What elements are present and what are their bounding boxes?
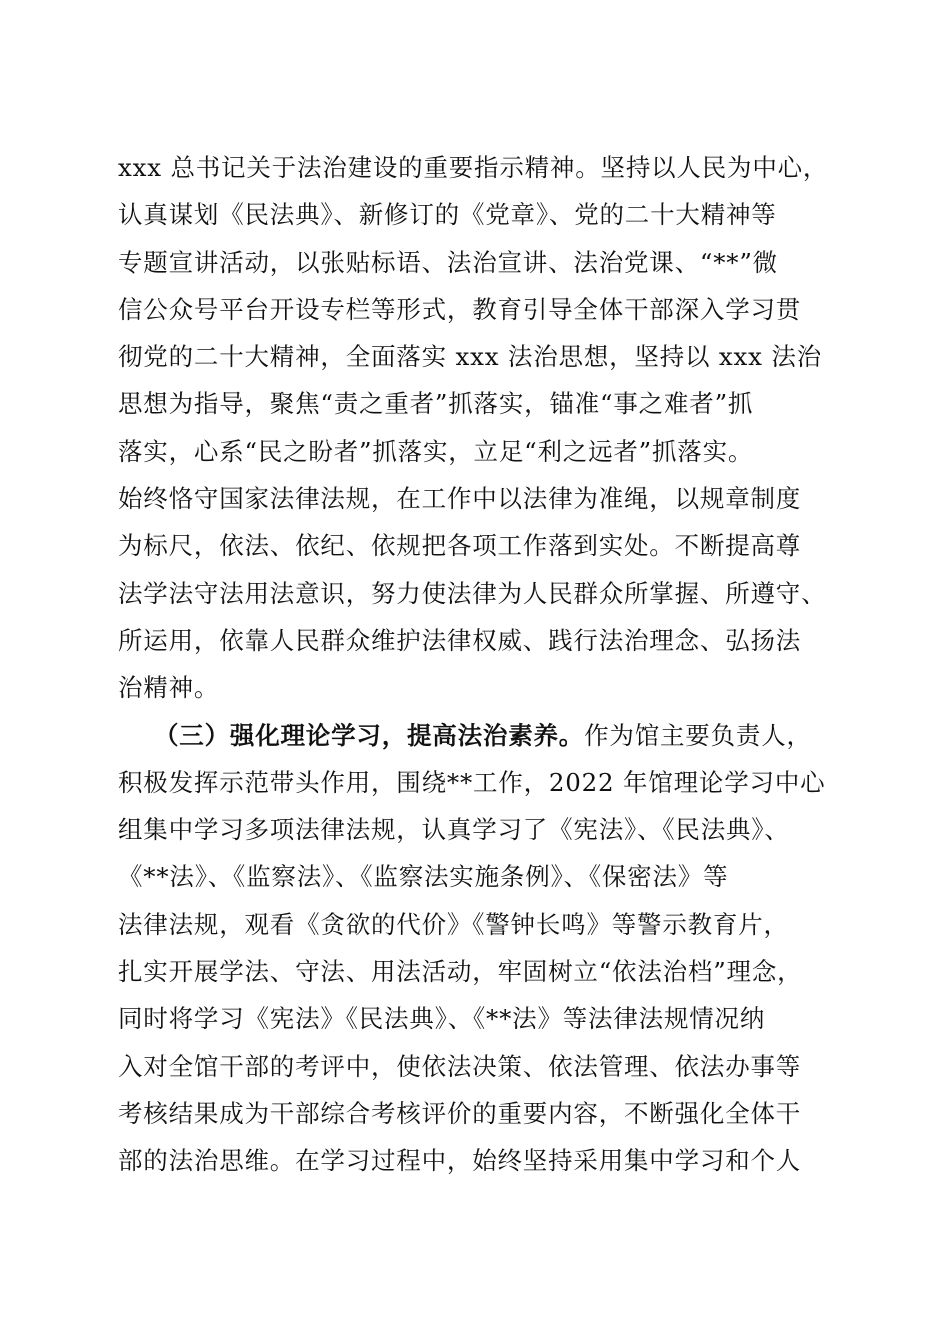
text-line: 《**法》、《监察法》、《监察法实施条例》、《保密法》等 [118, 862, 729, 892]
text-line: 考核结果成为干部综合考核评价的重要内容，不断强化全体干 [118, 1098, 802, 1128]
text-line: 积极发挥示范带头作用，围绕**工作，2022 年馆理论学习中心 [118, 767, 826, 797]
section-heading: （三）强化理论学习，提高法治素养。 [154, 720, 585, 750]
text-line: 法学法守法用法意识，努力使法律为人民群众所掌握、所遵守、 [118, 578, 827, 608]
text-line: 扎实开展学法、守法、用法活动，牢固树立“依法治档”理念， [118, 957, 803, 987]
text-line: 彻党的二十大精神，全面落实 xxx 法治思想，坚持以 xxx 法治 [118, 342, 822, 372]
text-line: 思想为指导，聚焦“责之重者”抓落实，锚准“事之难者”抓 [118, 389, 754, 419]
text-line: 落实，心系“民之盼者”抓落实，立足“利之远者”抓落实。 [118, 436, 754, 466]
text-line: 同时将学习《宪法》《民法典》、《**法》等法律法规情况纳 [118, 1004, 766, 1034]
text-line: 治精神。 [118, 673, 220, 703]
text-line: 组集中学习多项法律法规，认真学习了《宪法》、《民法典》、 [118, 815, 790, 845]
text-line: 入对全馆干部的考评中，使依法决策、依法管理、依法办事等 [118, 1051, 802, 1081]
text-span: 作为馆主要负责人， [584, 720, 812, 750]
text-line: 认真谋划《民法典》、新修订的《党章》、党的二十大精神等 [118, 200, 777, 230]
text-line: 信公众号平台开设专栏等形式，教育引导全体干部深入学习贯 [118, 294, 802, 324]
section-heading-line [118, 712, 838, 759]
paragraph-legal-publicity [118, 144, 838, 712]
document-body [118, 144, 838, 1185]
text-line: 部的法治思维。在学习过程中，始终坚持采用集中学习和个人 [118, 1146, 802, 1176]
text-line: xxx 总书记关于法治建设的重要指示精神。坚持以人民为中心， [118, 153, 829, 182]
text-line: 始终恪守国家法律法规，在工作中以法律为准绳，以规章制度 [118, 484, 802, 514]
text-line: 为标尺，依法、依纪、依规把各项工作落到实处。不断提高尊 [118, 531, 802, 561]
paragraph-theory-study [118, 712, 838, 1185]
text-line: 所运用，依靠人民群众维护法律权威、践行法治理念、弘扬法 [118, 625, 802, 655]
text-line: 专题宣讲活动，以张贴标语、法治宣讲、法治党课、“**”微 [118, 247, 778, 277]
text-line: 法律法规，观看《贪欲的代价》《警钟长鸣》等警示教育片， [118, 909, 789, 939]
